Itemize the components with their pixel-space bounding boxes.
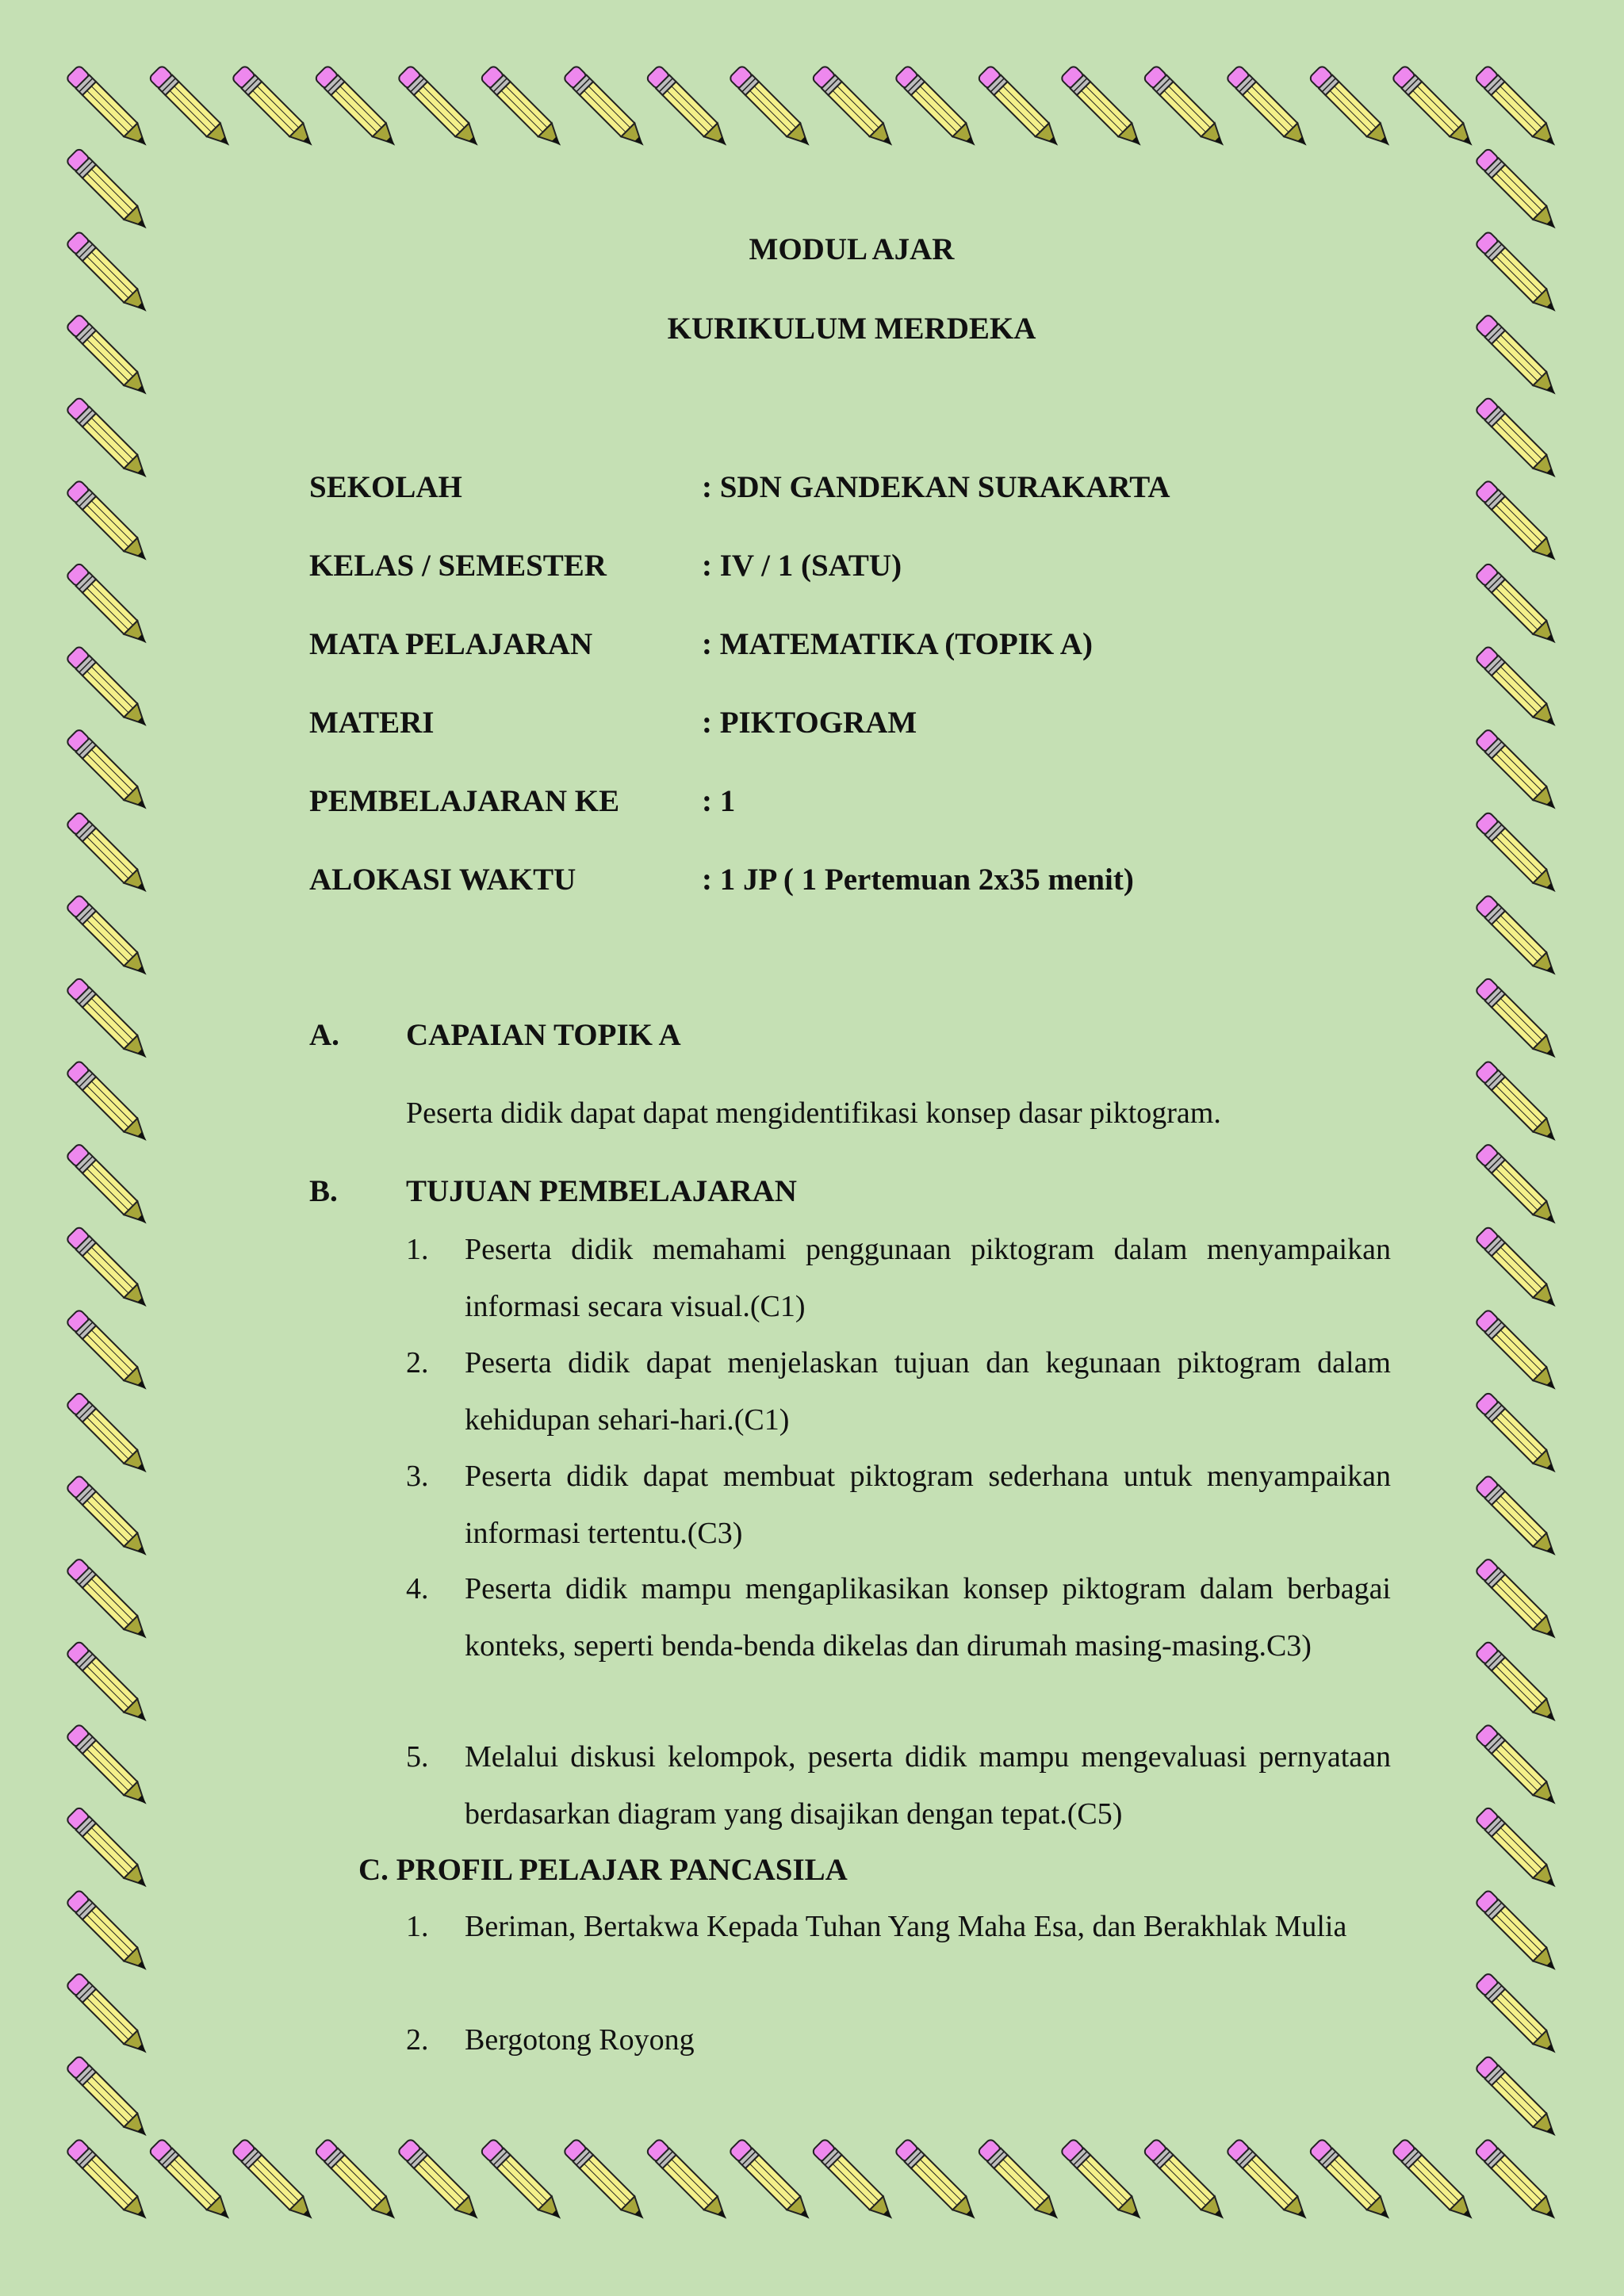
list-text: Bergotong Royong xyxy=(465,2023,695,2057)
section-c-heading: C. PROFIL PELAJAR PANCASILA xyxy=(358,1853,848,1887)
info-value: : 1 xyxy=(702,784,736,818)
list-text: Beriman, Bertakwa Kepada Tuhan Yang Maha Esa, dan Berakhlak Mulia xyxy=(465,1910,1347,1943)
info-label: MATERI xyxy=(309,706,435,740)
list-text: Melalui diskusi kelompok, peserta didik mampu mengevaluasi pernyataan berdasarkan diagram yang disajikan dengan tepat.(C5) xyxy=(465,1740,1391,1831)
info-value: : MATEMATIKA (TOPIK A) xyxy=(702,627,1093,661)
list-item xyxy=(406,1221,1391,1335)
section-b-letter: B. xyxy=(309,1174,338,1208)
info-value: : SDN GANDEKAN SURAKARTA xyxy=(702,470,1170,504)
info-label: MATA PELAJARAN xyxy=(309,627,593,661)
list-number: 2. xyxy=(406,2023,429,2057)
info-value: : PIKTOGRAM xyxy=(702,706,917,740)
section-b-heading: TUJUAN PEMBELAJARAN xyxy=(406,1174,797,1208)
document-subtitle: KURIKULUM MERDEKA xyxy=(667,312,1036,346)
list-text: Peserta didik memahami penggunaan piktogram dalam menyampaikan informasi secara visual.(C1) xyxy=(465,1233,1391,1323)
list-item xyxy=(406,1448,1391,1562)
list-text: Peserta didik mampu mengaplikasikan konsep piktogram dalam berbagai konteks, seperti benda-benda dikelas dan dirumah masing-masing.C3) xyxy=(465,1572,1391,1663)
section-a-heading: CAPAIAN TOPIK A xyxy=(406,1018,681,1052)
info-value: : 1 JP ( 1 Pertemuan 2x35 menit) xyxy=(702,863,1134,897)
list-item xyxy=(406,1334,1391,1448)
section-a-text: Peserta didik dapat dapat mengidentifikasi konsep dasar piktogram. xyxy=(406,1096,1221,1130)
list-number: 5. xyxy=(406,1740,429,1774)
list-text: Peserta didik dapat menjelaskan tujuan dan kegunaan piktogram dalam kehidupan sehari-hari.(C1) xyxy=(465,1346,1391,1437)
list-item xyxy=(406,2011,1391,2068)
list-number: 1. xyxy=(406,1910,429,1943)
section-a-letter: A. xyxy=(309,1018,339,1052)
info-label: ALOKASI WAKTU xyxy=(309,863,576,897)
list-number: 3. xyxy=(406,1460,429,1493)
info-label: SEKOLAH xyxy=(309,470,462,504)
list-item xyxy=(406,1728,1391,1843)
list-number: 2. xyxy=(406,1346,429,1380)
info-label: KELAS / SEMESTER xyxy=(309,549,607,583)
list-number: 4. xyxy=(406,1572,429,1605)
info-label: PEMBELAJARAN KE xyxy=(309,784,620,818)
document-title: MODUL AJAR xyxy=(749,232,955,266)
info-value: : IV / 1 (SATU) xyxy=(702,549,902,583)
list-item xyxy=(406,1560,1391,1674)
list-item xyxy=(406,1898,1391,1955)
list-number: 1. xyxy=(406,1233,429,1266)
list-text: Peserta didik dapat membuat piktogram sederhana untuk menyampaikan informasi tertentu.(C3) xyxy=(465,1460,1391,1550)
